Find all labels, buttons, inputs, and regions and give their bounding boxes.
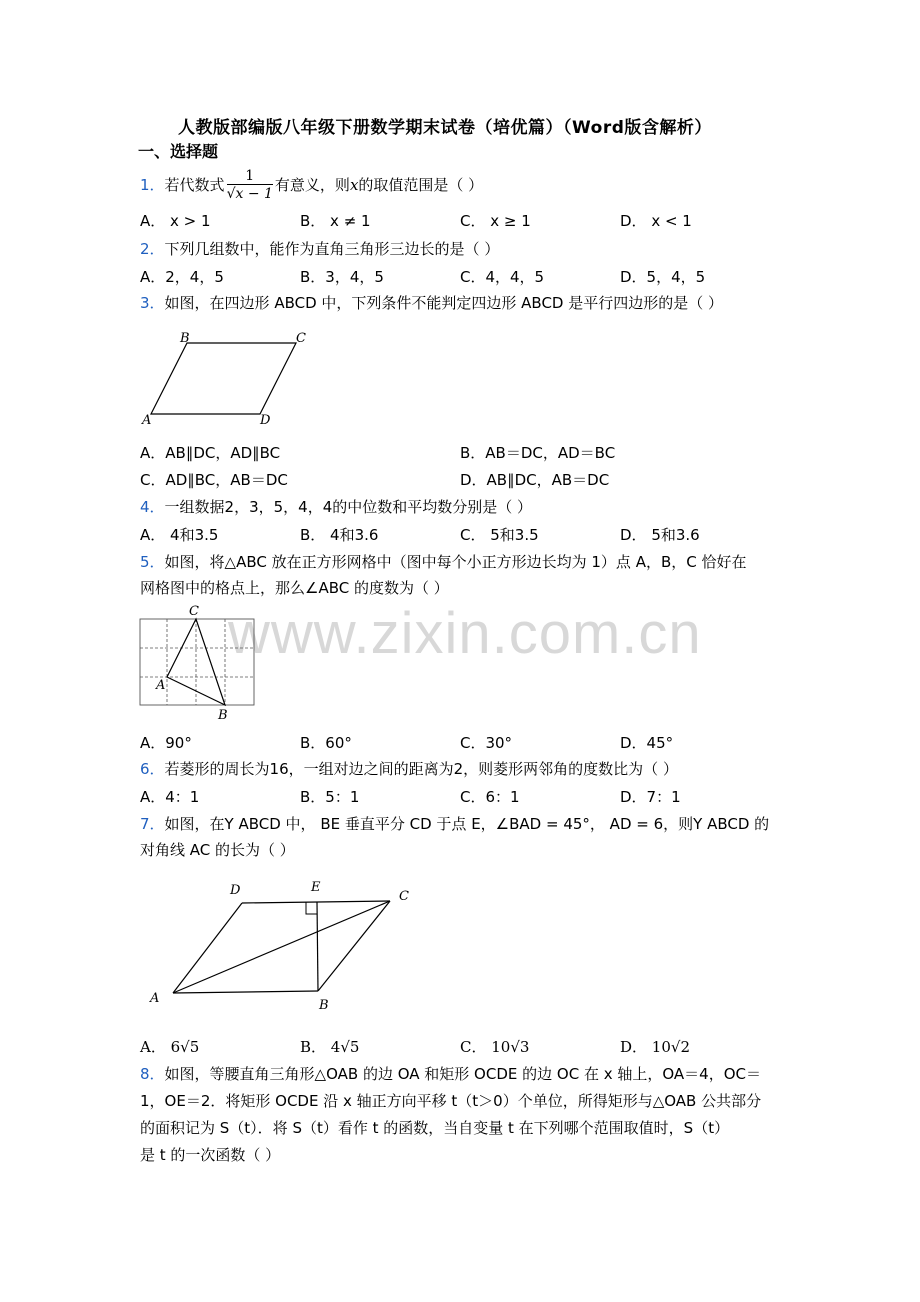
option-c[interactable]: C． 10√3 — [460, 1038, 530, 1056]
grid-triangle-figure — [138, 600, 260, 724]
option-c[interactable]: C．30° — [460, 734, 513, 752]
option-b[interactable]: B．5：1 — [300, 788, 360, 806]
option-c[interactable]: C．4，4，5 — [460, 268, 545, 286]
question-5 — [140, 549, 747, 575]
question-5-line2 — [140, 575, 449, 601]
option-d[interactable]: D．AB∥DC，AB＝DC — [460, 471, 610, 489]
question-2 — [140, 236, 499, 262]
question-text: 下列几组数中，能作为直角三角形三边长的是（ ） — [164, 240, 500, 258]
vertex-label-c: C — [399, 889, 409, 904]
question-8 — [140, 1061, 761, 1087]
question-6 — [140, 756, 678, 782]
page-title: 人教版部编版八年级下册数学期末试卷（培优篇）（Word版含解析） — [178, 118, 712, 138]
question-text: 如图，等腰直角三角形△OAB 的边 OA 和矩形 OCDE 的边 OC 在 x 轴上，OA＝4，OC＝ — [164, 1065, 761, 1083]
question-text: 是 t 的一次函数（ ） — [140, 1146, 281, 1164]
vertex-label-d: D — [260, 413, 271, 428]
right-angle-mark — [306, 902, 317, 914]
question-text: 若代数式 — [164, 176, 225, 194]
fraction-numerator: 1 — [227, 168, 273, 185]
option-b[interactable]: B． x ≠ 1 — [300, 212, 371, 230]
vertex-label-b: B — [180, 331, 190, 346]
question-number: 4． — [140, 498, 165, 516]
question-text: 网格图中的格点上，那么∠ABC 的度数为（ ） — [140, 579, 449, 597]
fraction-denominator: √x − 1 — [226, 186, 273, 202]
question-number: 3． — [140, 294, 165, 312]
option-d[interactable]: D．5，4，5 — [620, 268, 706, 286]
question-text: 如图，将△ABC 放在正方形网格中（图中每个小正方形边长均为 1）点 A，B，C 恰好在 — [164, 553, 747, 571]
option-b[interactable]: B．60° — [300, 734, 352, 752]
diagonal-ac — [173, 901, 390, 993]
parallelogram-shape — [151, 343, 296, 414]
question-text: 的取值范围是（ ） — [358, 176, 484, 194]
question-1 — [140, 168, 483, 203]
option-a[interactable]: A．AB∥DC，AD∥BC — [140, 444, 281, 462]
point-label-e: E — [311, 880, 321, 895]
option-a[interactable]: A． 6√5 — [140, 1038, 200, 1056]
vertex-label-a: A — [142, 413, 152, 428]
question-number: 2． — [140, 240, 165, 258]
watermark: www.zixin.com.cn — [228, 601, 702, 666]
option-b[interactable]: B．3，4，5 — [300, 268, 384, 286]
option-a[interactable]: A． x > 1 — [140, 212, 211, 230]
vertex-label-c: C — [189, 604, 199, 619]
side-ad — [173, 903, 242, 993]
option-a[interactable]: A．90° — [140, 734, 192, 752]
option-b[interactable]: B． 4√5 — [300, 1038, 360, 1056]
variable: x — [349, 176, 359, 194]
section-heading: 一、选择题 — [138, 142, 219, 161]
question-text: 如图，在四边形 ABCD 中，下列条件不能判定四边形 ABCD 是平行四边形的是（ ） — [164, 294, 724, 312]
question-8-line2 — [140, 1088, 761, 1114]
vertex-label-c: C — [296, 331, 306, 346]
vertex-label-b: B — [218, 708, 228, 723]
parallelogram-figure — [140, 326, 310, 430]
option-d[interactable]: D．45° — [620, 734, 674, 752]
question-text: 对角线 AC 的长为（ ） — [140, 841, 295, 859]
question-number: 8． — [140, 1065, 165, 1083]
question-8-line3 — [140, 1115, 729, 1141]
option-a[interactable]: A． 4和3.5 — [140, 526, 219, 544]
option-c[interactable]: C． 5和3.5 — [460, 526, 539, 544]
question-number: 1． — [140, 176, 165, 194]
question-number: 7． — [140, 815, 165, 833]
segment-be — [317, 902, 318, 991]
option-a[interactable]: A．4：1 — [140, 788, 200, 806]
question-text: 如图，在Y ABCD 中， BE 垂直平分 CD 于点 E，∠BAD = 45°， AD = 6，则Y ABCD 的 — [164, 815, 770, 833]
question-7-line2 — [140, 837, 295, 863]
side-bc — [318, 901, 390, 991]
question-7 — [140, 811, 769, 837]
question-text: 若菱形的周长为16，一组对边之间的距离为2，则菱形两邻角的度数比为（ ） — [164, 760, 678, 778]
question-3 — [140, 290, 723, 316]
fraction — [227, 168, 273, 203]
option-c[interactable]: C．AD∥BC，AB＝DC — [140, 471, 288, 489]
question-number: 5． — [140, 553, 165, 571]
option-c[interactable]: C． x ≥ 1 — [460, 212, 531, 230]
vertex-label-b: B — [319, 998, 329, 1013]
question-text: 的面积记为 S（t）．将 S（t）看作 t 的函数，当自变量 t 在下列哪个范围取值时，S（t） — [140, 1119, 730, 1137]
side-dc — [242, 901, 390, 903]
option-d[interactable]: D． x < 1 — [620, 212, 692, 230]
option-a[interactable]: A．2，4，5 — [140, 268, 224, 286]
question-text: 1，OE＝2．将矩形 OCDE 沿 x 轴正方向平移 t（t＞0）个单位，所得矩形与△OAB 公共部分 — [140, 1092, 762, 1110]
option-b[interactable]: B． 4和3.6 — [300, 526, 379, 544]
question-text: 一组数据2，3，5，4，4的中位数和平均数分别是（ ） — [164, 498, 533, 516]
question-8-line4 — [140, 1142, 280, 1168]
option-d[interactable]: D．7：1 — [620, 788, 681, 806]
vertex-label-a: A — [156, 678, 166, 693]
question-4 — [140, 494, 532, 520]
option-b[interactable]: B．AB＝DC，AD＝BC — [460, 444, 616, 462]
question-text: 有意义，则 — [274, 176, 350, 194]
option-d[interactable]: D． 5和3.6 — [620, 526, 700, 544]
vertex-label-a: A — [150, 991, 160, 1006]
option-d[interactable]: D． 10√2 — [620, 1038, 690, 1056]
side-ab — [173, 991, 318, 993]
option-c[interactable]: C．6：1 — [460, 788, 520, 806]
vertex-label-d: D — [230, 883, 241, 898]
parallelogram-diagonal-figure — [140, 870, 430, 1018]
question-number: 6． — [140, 760, 165, 778]
